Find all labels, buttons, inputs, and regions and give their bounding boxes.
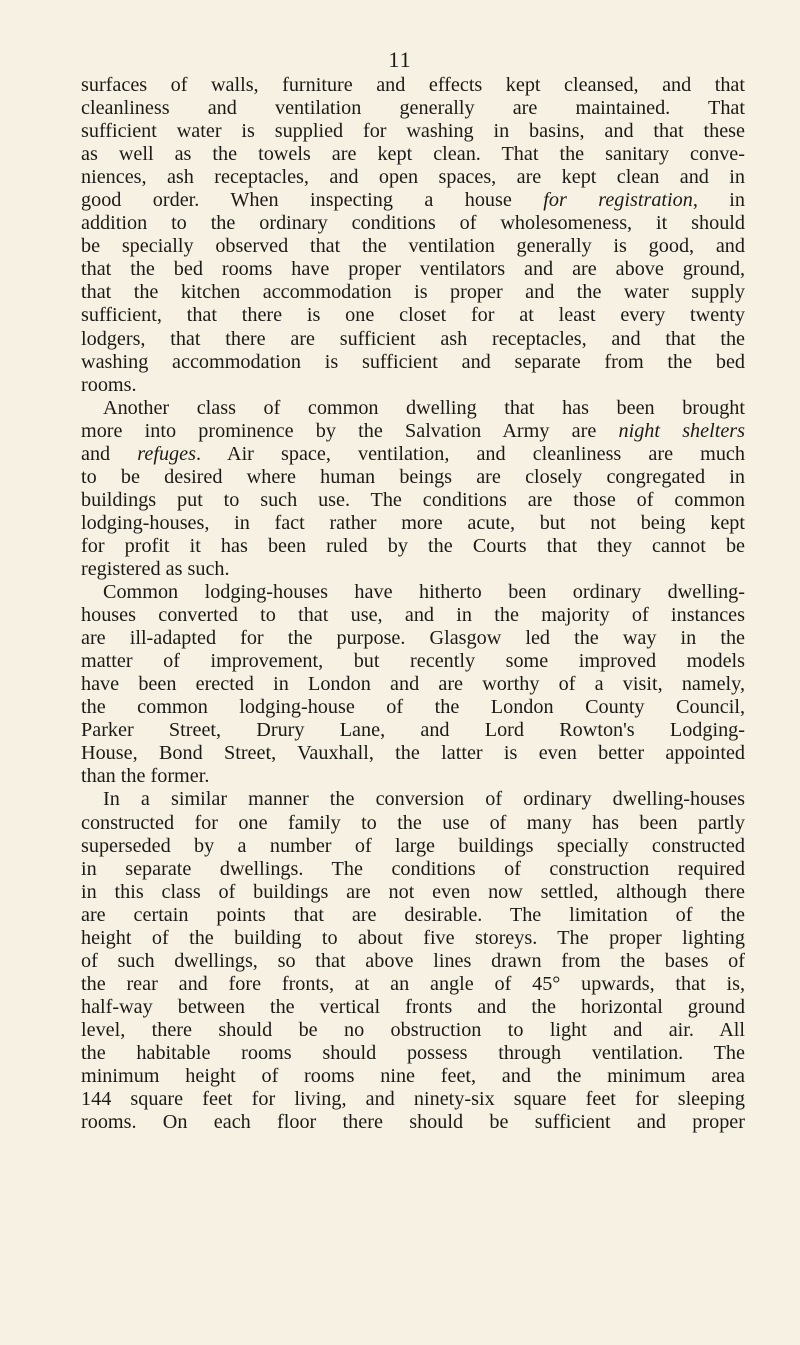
text-line: of such dwellings, so that above lines drawn from the bases of [81,949,745,972]
text-line: sufficient water is supplied for washing in basins, and that these [81,120,745,143]
text-line: In a similar manner the conversion of ordinary dwelling-houses [103,788,745,811]
text-line: lodging-houses, in fact rather more acute, but not being kept [81,511,745,534]
text-line: Another class of common dwelling that has been brought [103,396,745,419]
text-line: good order. When inspecting a house for registration, in [81,189,745,212]
text-line: in this class of buildings are not even now settled, although there [81,880,745,903]
text-line: minimum height of rooms nine feet, and the minimum area [81,1065,745,1088]
paragraph [81,788,745,1134]
text-line: niences, ash receptacles, and open spaces, are kept clean and in [81,166,745,189]
italic-text: for registration [543,189,693,212]
text-line: surfaces of walls, furniture and effects kept cleansed, and that [81,74,745,96]
paragraph [81,74,745,397]
text-line: and refuges. Air space, ventilation, and cleanliness are much [81,442,745,465]
text-line: sufficient, that there is one closet for at least every twenty [81,304,745,327]
text-line: the habitable rooms should possess through ventilation. The [81,1041,745,1064]
text-line: that the bed rooms have proper ventilators and are above ground, [81,258,745,281]
text-line: constructed for one family to the use of many has been partly [81,811,745,834]
text-line: than the former. [81,765,210,788]
text-line: registered as such. [81,557,230,580]
text-line: more into prominence by the Salvation Army are night shelters [81,419,745,442]
italic-text: refuges [137,442,196,465]
text-line: rooms. On each floor there should be sufficient and proper [81,1111,745,1134]
text-line: the common lodging-house of the London County Council, [81,696,745,719]
paragraph [81,581,745,788]
text-line: half-way between the vertical fronts and the horizontal ground [81,995,745,1018]
text-line: cleanliness and ventilation generally are maintained. That [81,97,745,120]
body-text [81,74,745,1134]
text-line: lodgers, that there are sufficient ash receptacles, and that the [81,327,745,350]
text-line: Parker Street, Drury Lane, and Lord Rowton's Lodging- [81,719,745,742]
text-line: rooms. [81,373,137,396]
text-line: height of the building to about five storeys. The proper lighting [81,926,745,949]
text-line: level, there should be no obstruction to light and air. All [81,1018,745,1041]
page-number: 11 [388,47,412,72]
paragraph [81,397,745,581]
text-line: House, Bond Street, Vauxhall, the latter is even better appointed [81,742,745,765]
text-line: 144 square feet for living, and ninety-six square feet for sleeping [81,1088,745,1111]
text-line: are ill-adapted for the purpose. Glasgow led the way in the [81,627,745,650]
text-line: houses converted to that use, and in the majority of instances [81,604,745,627]
text-line: buildings put to such use. The conditions are those of common [81,488,745,511]
italic-text: night shelters [618,419,745,442]
text-line: to be desired where human beings are closely congregated in [81,465,745,488]
text-line: the rear and fore fronts, at an angle of 45° upwards, that is, [81,972,745,995]
text-line: addition to the ordinary conditions of wholesomeness, it should [81,212,745,235]
text-line: superseded by a number of large buildings specially constructed [81,834,745,857]
text-line: as well as the towels are kept clean. That the sanitary conve- [81,143,745,166]
text-line: in separate dwellings. The conditions of construction required [81,857,745,880]
text-line: have been erected in London and are worthy of a visit, namely, [81,673,745,696]
text-line: are certain points that are desirable. The limitation of the [81,903,745,926]
text-line: for profit it has been ruled by the Courts that they cannot be [81,534,745,557]
text-line: Common lodging-houses have hitherto been ordinary dwelling- [103,581,745,604]
text-line: be specially observed that the ventilation generally is good, and [81,235,745,258]
text-line: washing accommodation is sufficient and separate from the bed [81,350,745,373]
text-line: matter of improvement, but recently some improved models [81,650,745,673]
text-line: that the kitchen accommodation is proper and the water supply [81,281,745,304]
